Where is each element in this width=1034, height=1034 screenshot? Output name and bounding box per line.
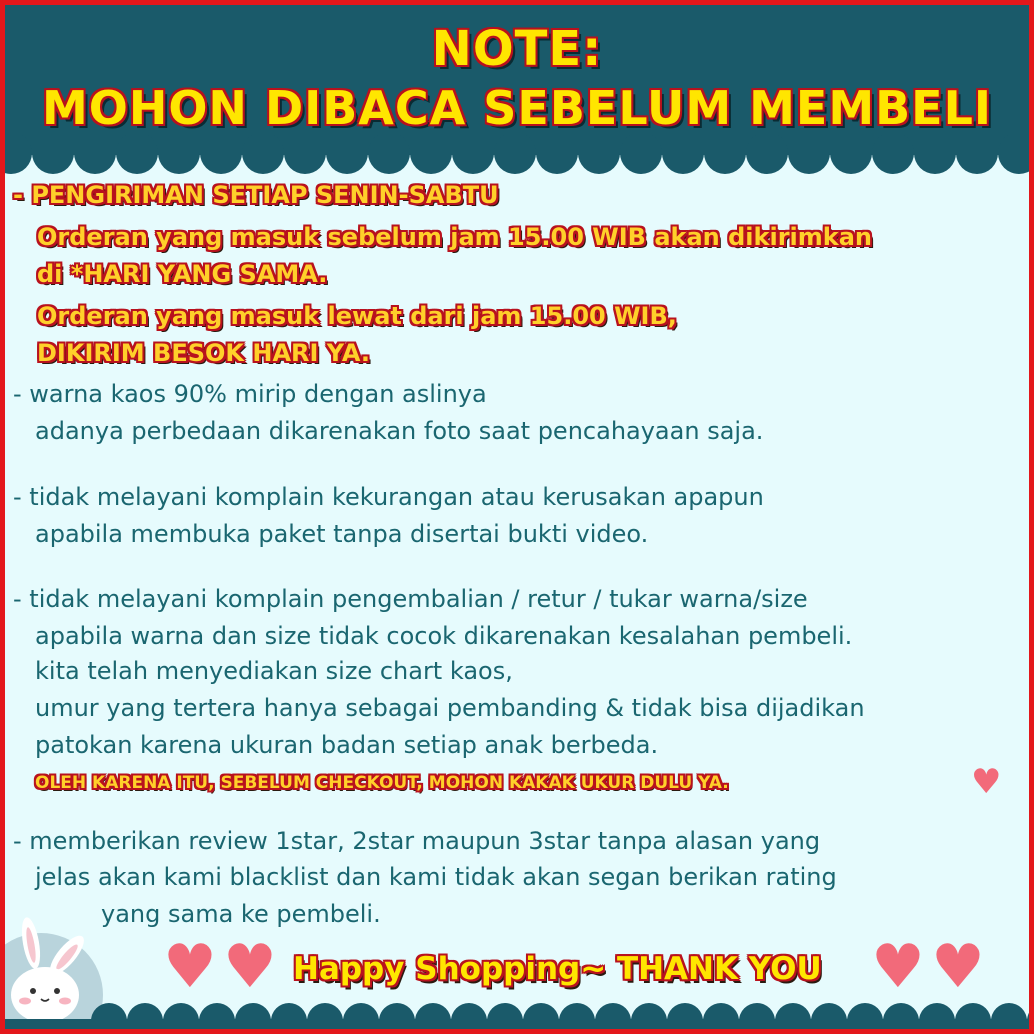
note-line: umur yang tertera hanya sebagai pembanding & tidak bisa dijadikan — [35, 694, 865, 722]
footer-thank-you: Happy Shopping~ THANK YOU — [293, 951, 822, 987]
shipping-line: Orderan yang masuk sebelum jam 15.00 WIB akan dikirimkan — [37, 223, 873, 251]
checkout-banner: OLEH KARENA ITU, SEBELUM CHECKOUT, MOHON KAKAK UKUR DULU YA. — [35, 773, 729, 793]
note-line: jelas akan kami blacklist dan kami tidak akan segan berikan rating — [35, 863, 837, 891]
heart-icon: ♥ — [223, 932, 277, 1002]
heart-icon: ♥ — [931, 932, 985, 1002]
shipping-heading: - PENGIRIMAN SETIAP SENIN-SABTU — [13, 181, 499, 209]
title-note: NOTE: — [431, 21, 603, 77]
note-line: yang sama ke pembeli. — [101, 900, 381, 928]
shipping-line: di *HARI YANG SAMA. — [37, 260, 328, 288]
note-line: adanya perbedaan dikarenakan foto saat pencahayaan saja. — [35, 417, 764, 445]
note-line: - tidak melayani komplain pengembalian / retur / tukar warna/size — [13, 585, 808, 613]
note-line: apabila warna dan size tidak cocok dikarenakan kesalahan pembeli. — [35, 622, 853, 650]
heart-icon: ♥ — [971, 762, 1002, 802]
note-line: kita telah menyediakan size chart kaos, — [35, 657, 513, 685]
scallop-bottom-border — [5, 997, 1029, 1034]
note-line: - tidak melayani komplain kekurangan atau kerusakan apapun — [13, 483, 764, 511]
title-main: MOHON DIBACA SEBELUM MEMBELI — [41, 81, 993, 135]
shipping-line: DIKIRIM BESOK HARI YA. — [37, 339, 370, 367]
note-line: - warna kaos 90% mirip dengan aslinya — [13, 380, 487, 408]
note-line: patokan karena ukuran badan setiap anak berbeda. — [35, 731, 659, 759]
shipping-line: Orderan yang masuk lewat dari jam 15.00 WIB, — [37, 302, 677, 330]
note-line: apabila membuka paket tanpa disertai bukti video. — [35, 520, 649, 548]
note-line: - memberikan review 1star, 2star maupun 3star tanpa alasan yang — [13, 827, 821, 855]
heart-icon: ♥ — [163, 932, 217, 1002]
heart-icon: ♥ — [871, 932, 925, 1002]
scallop-top-border — [5, 135, 1029, 179]
